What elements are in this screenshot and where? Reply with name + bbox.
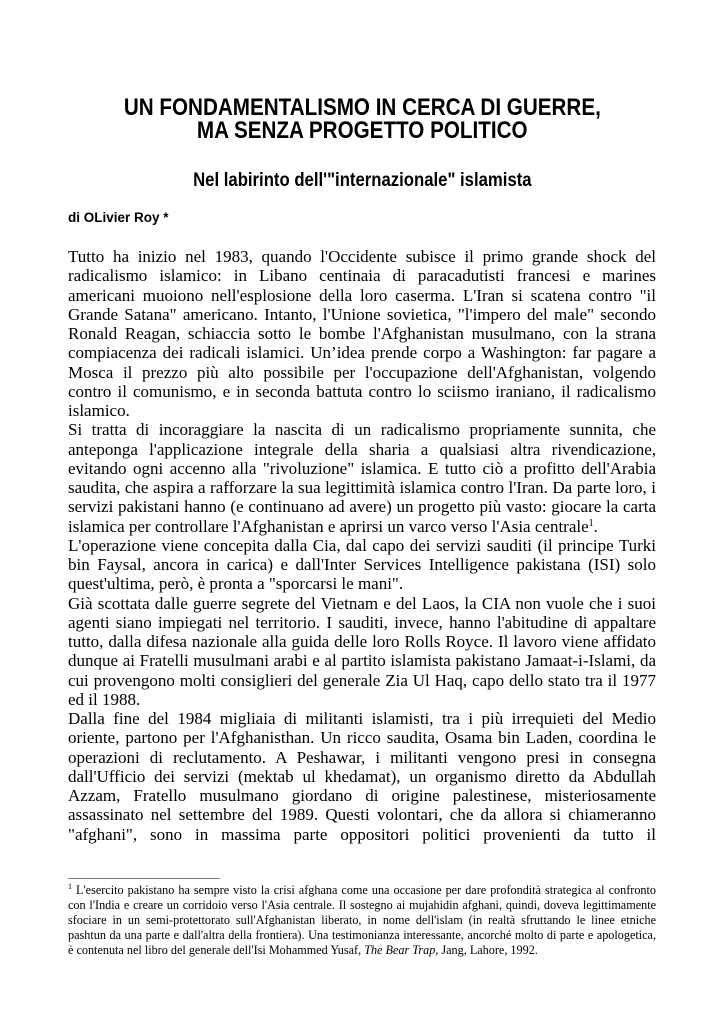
text-line: operazioni di reclutamento. A Peshawar, i militanti vengono presi in consegna <box>68 747 656 767</box>
paragraph <box>68 247 656 420</box>
subtitle-text: Nel labirinto dell'"internazionale" islamista <box>192 170 532 191</box>
text-line: Grande Satana" americano. Intanto, l'Unione sovietica, "l'impero del male" secondo <box>68 304 656 324</box>
footnote-text: L'esercito pakistano ha sempre visto la crisi afghana come una occasione per dare profondità strategica al confronto <box>72 883 656 897</box>
book-title: The Bear Trap <box>364 943 436 957</box>
paragraph <box>68 709 656 844</box>
text-line: radicalismo islamico: in Libano centinaia di paracadutisti francesi e marines <box>68 266 656 286</box>
footnote-separator <box>68 878 220 879</box>
footnotes <box>68 883 656 958</box>
article-title-line-2 <box>0 119 724 143</box>
text-line: compiacenza dei radicali islamici. Un’idea prende corpo a Washington: far pagare a <box>68 343 656 363</box>
text-line: americani muoiono nell'esplosione della loro caserma. L'Iran si scatena contro "il <box>68 285 656 305</box>
text-line: cui provengono molti consiglieri del generale Zia Ul Haq, capo dello stato tra il 1977 <box>68 670 656 690</box>
text-line: servizi pakistani hanno (e continuano ad avere) un progetto più vasto: giocare la carta <box>68 497 656 517</box>
text-line: L'operazione viene concepita dalla Cia, dal capo dei servizi sauditi (il principe Turki <box>68 535 656 555</box>
text-line: evitando ogni accenno alla "rivoluzione" islamica. E tutto ciò a profitto dell'Arabia <box>68 458 656 478</box>
paragraph <box>68 594 656 710</box>
article-subtitle <box>0 169 724 193</box>
author-byline: di OLivier Roy * <box>68 210 169 225</box>
paragraph <box>68 536 656 594</box>
article-body <box>68 247 656 844</box>
text-line: Si tratta di incoraggiare la nascita di un radicalismo propriamente sunnita, che <box>68 420 656 440</box>
title-text: MA SENZA PROGETTO POLITICO <box>196 117 528 144</box>
text-line: tutto, dalla difesa nazionale alla guida delle loro Rolls Royce. Il lavoro viene affidato <box>68 632 656 651</box>
text-line: islamico. <box>68 401 130 420</box>
text-line: saudita, che aspira a rafforzare la sua legittimità islamica contro l'Iran. Da parte loro, i <box>68 478 656 497</box>
text-line: Tutto ha inizio nel 1983, quando l'Occidente subisce il primo grande shock del <box>68 247 656 266</box>
text-line: Mosca il prezzo più alto possibile per l'occupazione dell'Afghanistan, volgendo <box>68 362 656 382</box>
text-line: agenti siano impiegati nel territorio. I sauditi, invece, hanno l'abitudine di appaltare <box>68 612 656 632</box>
text-line: islamica per controllare l'Afghanistan e aprirsi un varco verso l'Asia centrale$^1$. <box>68 516 598 536</box>
footnote-line: pashtun da una parte e dall'altra della frontiera). Una testimonianza interessante, ancorché molto di parte e apologetica, <box>68 928 656 942</box>
text-line: bin Faysal, ancora in carica) e dall'Inter Services Intelligence pakistana (ISI) solo <box>68 555 656 574</box>
paragraph <box>68 420 656 536</box>
text-line: Ronald Reagan, schiaccia sotto le bombe l'Afghanistan musulmano, con la strana <box>68 324 656 343</box>
text-line: dunque ai Fratelli musulmani arabi e al partito islamista pakistano Jamaat-i-Islami, da <box>68 651 656 671</box>
text-line: ed il 1988. <box>68 689 141 709</box>
text-line: "afghani", sono in massima parte oppositori politici provenienti da tutto il <box>68 824 656 844</box>
text-line: contro il comunismo, e in seconda battuta contro lo sciismo iraniano, il radicalismo <box>68 381 656 401</box>
text-line: Azzam, Fratello musulmano giordano di origine palestinese, misteriosamente <box>68 786 656 805</box>
text-line: assassinato nel settembre del 1989. Questi volontari, che da allora si chiameranno <box>68 805 656 825</box>
footnote-text: , Jang, Lahore, 1992. <box>435 943 538 957</box>
footnote-line <box>68 943 656 958</box>
text-line: Dalla fine del 1984 migliaia di militanti islamisti, tra i più irrequieti del Medio <box>68 709 656 728</box>
footnote-line <box>68 883 656 898</box>
footnote-text: è contenuta nel libro del generale dell'Isi Mohammed Yusaf, <box>68 943 365 957</box>
text-line: anteponga l'applicazione integrale della sharia a qualsiasi altra rivendicazione, <box>68 439 656 459</box>
footnote-number: 1 <box>68 882 72 891</box>
text-line: quest'ultima, però, è pronta a "sporcarsi le mani". <box>68 574 404 594</box>
footnote-line: con l'India e creare un corridoio verso l'Asia centrale. Il sostegno ai mujahidin afghani, quindi, doveva legittimamente <box>68 898 656 912</box>
footnote-line: sfociare in un semi-protettorato sull'Afghanistan liberato, in nome dell'islam (in realtà sfruttando le linee etniche <box>68 913 656 927</box>
text-line: oriente, partono per l'Afghanisthan. Un ricco saudita, Osama bin Laden, coordina le <box>68 728 656 748</box>
title-text: UN FONDAMENTALISMO IN CERCA DI GUERRE, <box>123 94 601 121</box>
text-line: Già scottata dalle guerre segrete del Vietnam e del Laos, la CIA non vuole che i suoi <box>68 593 656 613</box>
text-line: dall'Ufficio dei servizi (mektab ul khedamat), un organismo diretto da Abdullah <box>68 766 656 786</box>
footnote-reference[interactable]: 1 <box>588 517 594 529</box>
